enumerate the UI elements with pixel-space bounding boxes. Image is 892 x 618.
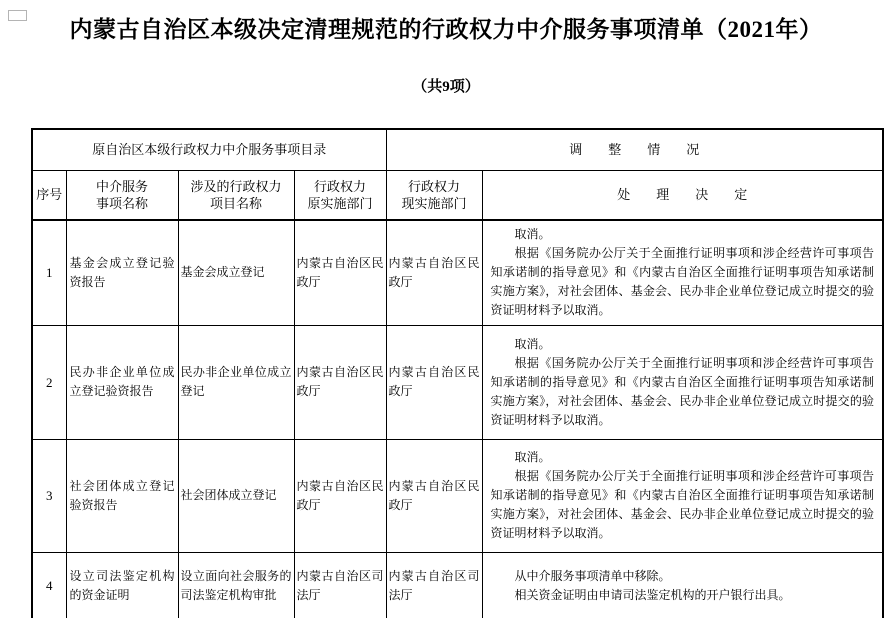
col-header-original-dept (294, 170, 386, 220)
cell-current-dept: 内蒙古自治区民政厅 (386, 325, 482, 439)
column-header-row (32, 170, 883, 220)
table-row (32, 439, 883, 552)
col-header-service-item-line1: 中介服务 (95, 178, 148, 194)
col-header-current-dept-line1: 行政权力 (408, 178, 461, 194)
page-subtitle: （共9项） (412, 79, 480, 95)
cell-seq: 2 (32, 325, 66, 439)
cell-current-dept: 内蒙古自治区司法厅 (386, 552, 482, 618)
corner-artifact (8, 10, 27, 21)
col-header-original-dept-line1: 行政权力 (314, 178, 367, 194)
cell-power-item: 设立面向社会服务的司法鉴定机构审批 (178, 552, 294, 618)
cell-original-dept: 内蒙古自治区民政厅 (294, 325, 386, 439)
cell-decision (482, 439, 883, 552)
table-row (32, 220, 883, 325)
intermediary-services-table (31, 128, 884, 618)
cell-seq: 1 (32, 220, 66, 325)
decision-paragraph: 从中介服务事项清单中移除。 (514, 568, 671, 583)
decision-paragraph: 相关资金证明由申请司法鉴定机构的开户银行出具。 (514, 587, 791, 602)
cell-service-item: 设立司法鉴定机构的资金证明 (66, 552, 178, 618)
col-header-current-dept-line2: 现实施部门 (401, 195, 467, 211)
cell-power-item: 基金会成立登记 (178, 220, 294, 325)
cell-current-dept: 内蒙古自治区民政厅 (386, 439, 482, 552)
group-header-original-directory: 原自治区本级行政权力中介服务事项目录 (32, 129, 386, 170)
cell-decision (482, 552, 883, 618)
group-header-adjustment-status: 调 整 情 况 (386, 129, 883, 170)
cell-power-item: 社会团体成立登记 (178, 439, 294, 552)
decision-paragraph: 取消。 (514, 336, 551, 351)
cell-service-item: 基金会成立登记验资报告 (66, 220, 178, 325)
cell-service-item: 民办非企业单位成立登记验资报告 (66, 325, 178, 439)
decision-paragraph: 取消。 (514, 450, 551, 464)
cell-seq: 3 (32, 439, 66, 552)
group-header-row (32, 129, 883, 170)
col-header-service-item-line2: 事项名称 (95, 195, 148, 211)
col-header-seq: 序号 (32, 170, 66, 220)
page-title: 内蒙古自治区本级决定清理规范的行政权力中介服务事项清单（2021年） (69, 17, 823, 42)
col-header-power-item (178, 170, 294, 220)
table-row (32, 325, 883, 439)
col-header-power-item-line1: 涉及的行政权力 (190, 178, 282, 194)
cell-original-dept: 内蒙古自治区司法厅 (294, 552, 386, 618)
cell-decision (482, 325, 883, 439)
cell-current-dept: 内蒙古自治区民政厅 (386, 220, 482, 325)
cell-power-item: 民办非企业单位成立登记 (178, 325, 294, 439)
decision-paragraph: 根据《国务院办公厅关于全面推行证明事项和涉企经营许可事项告知承诺制的指导意见》和《内蒙古自治区全面推行证明事项告知承诺制实施方案》，对社会团体、基金会、民办非企业单位登记成立时提交的验资证明材料予以取消。 (490, 246, 875, 318)
cell-original-dept: 内蒙古自治区民政厅 (294, 439, 386, 552)
col-header-decision: 处 理 决 定 (482, 170, 883, 220)
col-header-original-dept-line2: 原实施部门 (307, 195, 373, 211)
cell-seq: 4 (32, 552, 66, 618)
col-header-service-item (66, 170, 178, 220)
cell-decision (482, 220, 883, 325)
decision-paragraph: 根据《国务院办公厅关于全面推行证明事项和涉企经营许可事项告知承诺制的指导意见》和《内蒙古自治区全面推行证明事项告知承诺制实施方案》，对社会团体、基金会、民办非企业单位登记成立时提交的验资证明材料予以取消。 (490, 469, 875, 540)
cell-service-item: 社会团体成立登记验资报告 (66, 439, 178, 552)
decision-paragraph: 根据《国务院办公厅关于全面推行证明事项和涉企经营许可事项告知承诺制的指导意见》和《内蒙古自治区全面推行证明事项告知承诺制实施方案》，对社会团体、基金会、民办非企业单位登记成立时提交的验资证明材料予以取消。 (490, 355, 875, 427)
col-header-current-dept (386, 170, 482, 220)
col-header-power-item-line2: 项目名称 (209, 195, 262, 211)
cell-original-dept: 内蒙古自治区民政厅 (294, 220, 386, 325)
decision-paragraph: 取消。 (514, 227, 551, 242)
table-row (32, 552, 883, 618)
